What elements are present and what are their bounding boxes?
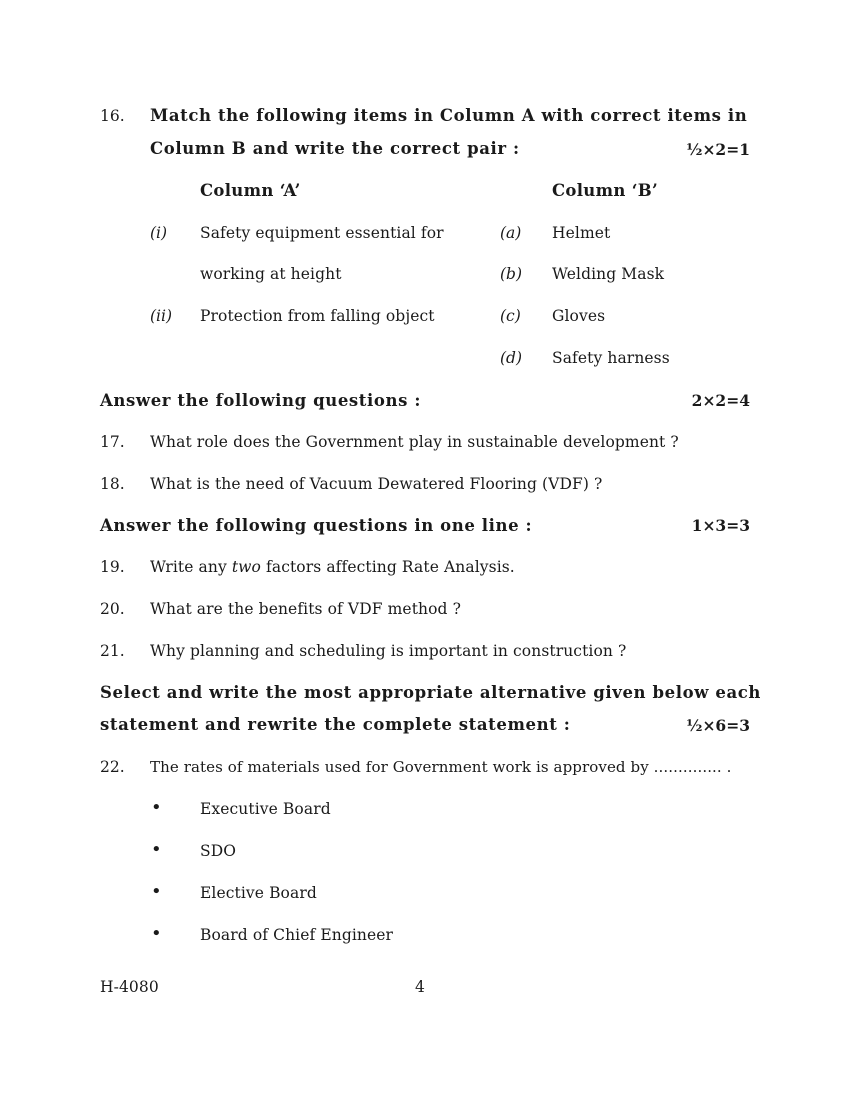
bullet-icon: • [151,923,162,944]
question-text: The rates of materials used for Government work is approved by .............. . [150,758,732,776]
column-a-label: (i) [150,224,168,242]
column-a-header: Column ‘A’ [200,181,301,200]
column-b-label: (c) [500,307,521,325]
question-number: 21. [100,642,125,660]
question-number: 22. [100,758,125,776]
marks-label: ½×6=3 [686,716,750,735]
question-number: 19. [100,558,125,576]
section-heading: Select and write the most appropriate alternative given below each [100,683,761,702]
column-b-item-text: Helmet [552,224,611,242]
column-a-label: (ii) [150,307,173,325]
column-b-label: (d) [500,349,523,367]
marks-label: 1×3=3 [691,516,750,535]
section-heading: statement and rewrite the complete statement : [100,715,571,734]
bullet-icon: • [151,839,162,860]
page-number: 4 [415,978,425,996]
question-number: 17. [100,433,125,451]
bullet-icon: • [151,797,162,818]
option-text: SDO [200,842,237,860]
bullet-icon: • [151,881,162,902]
column-a-item-text: working at height [200,265,342,283]
section-heading: Answer the following questions : [100,391,422,410]
column-b-item-text: Gloves [552,307,606,325]
marks-label: ½×2=1 [686,140,750,159]
question-text-line: Column B and write the correct pair : [150,139,520,158]
question-number: 20. [100,600,125,618]
column-b-header: Column ‘B’ [552,181,659,200]
column-b-item-text: Welding Mask [552,265,665,283]
paper-code: H-4080 [100,978,159,996]
marks-label: 2×2=4 [691,391,750,410]
column-b-item-text: Safety harness [552,349,670,367]
column-b-label: (b) [500,265,523,283]
question-text [150,558,515,576]
section-heading: Answer the following questions in one line : [100,516,533,535]
question-text: What role does the Government play in sustainable development ? [150,433,679,451]
column-a-item-text: Safety equipment essential for [200,224,444,242]
column-b-label: (a) [500,224,522,242]
option-text: Executive Board [200,800,331,818]
option-text: Elective Board [200,884,317,902]
option-text: Board of Chief Engineer [200,926,394,944]
question-text-line: Match the following items in Column A with correct items in [150,106,748,125]
question-text-part: factors affecting Rate Analysis. [260,558,515,576]
question-number: 18. [100,475,125,493]
question-text-emphasis: two [231,558,261,576]
column-a-item-text: Protection from falling object [200,307,435,325]
question-text: Why planning and scheduling is important in construction ? [150,642,627,660]
question-text-part: Write any [150,558,232,576]
question-text: What are the benefits of VDF method ? [150,600,461,618]
question-number: 16. [100,107,125,125]
question-text: What is the need of Vacuum Dewatered Flooring (VDF) ? [150,475,603,493]
